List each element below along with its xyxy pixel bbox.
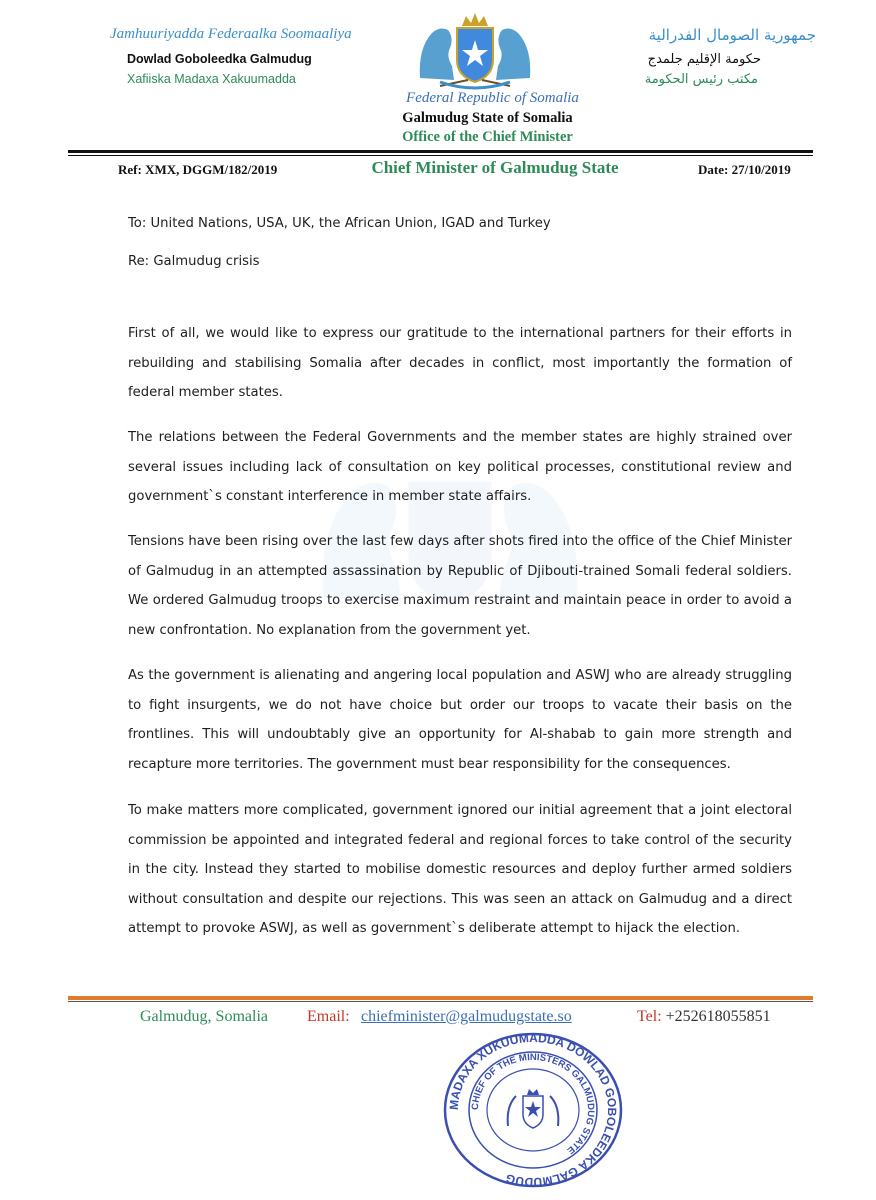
footer-tel-number: +252618055851	[665, 1008, 771, 1025]
header-somali-republic: Jamhuuriyadda Federaalka Soomaaliya	[110, 26, 352, 42]
paragraph-gratitude: First of all, we would like to express our gratitude to the international partners for their efforts in rebuilding and stabilising Somalia after decades in conflict, most importantly the formation of federal member states.	[128, 326, 792, 400]
letter-paragraph	[128, 661, 792, 779]
paragraph-tensions: Tensions have been rising over the last few days after shots fired into the office of the Chief Minister of Galmudug in an attempted assassination by Republic of Djibouti-trained Somali federal soldiers. We ordered Galmudug troops to exercise maximum restraint and maintain peace in order to avoid a new confrontation. No explanation from the government yet.	[128, 534, 792, 638]
header-somali-office: Xafiiska Madaxa Xakuumadda	[127, 72, 296, 86]
letter-paragraph	[128, 796, 792, 944]
header-arabic-republic: جمهورية الصومال الفدرالية	[648, 26, 816, 44]
letter-paragraph	[128, 423, 792, 512]
paragraph-agreement: To make matters more complicated, government ignored our initial agreement that a joint electoral commission be appointed and integrated federal and regional forces to take control of the security in the city. Instead they started to mobilise domestic resources and deploy further armed soldiers without consultation and despite our rejections. This was seen an attack on Galmudug and a direct attempt to provoke ASWJ, as well as government`s deliberate attempt to hijack the election.	[128, 803, 792, 936]
letter-paragraph	[128, 319, 792, 408]
letter-paragraph	[128, 527, 792, 645]
footer-rule-orange	[68, 996, 813, 1000]
document-date: Date: 27/10/2019	[698, 162, 791, 177]
official-seal-stamp	[438, 1030, 628, 1190]
paragraph-relations: The relations between the Federal Governments and the member states are highly strained over several issues including lack of consultation on key political processes, constitutional review and government`s constant interference in member state affairs.	[128, 430, 792, 504]
seal-inner-text: CHIEF OF THE MINISTERS GALMUDUG STATE	[469, 1051, 597, 1156]
header-arabic-office: مكتب رئيس الحكومة	[644, 72, 758, 87]
header-rule	[68, 150, 813, 153]
letter-subject: Re: Galmudug crisis	[128, 254, 260, 269]
footer-location: Galmudug, Somalia	[140, 1008, 268, 1025]
footer-rule-dark	[68, 1001, 813, 1002]
header-state-name: Galmudug State of Somalia	[402, 110, 573, 126]
header-federal-republic: Federal Republic of Somalia	[406, 90, 579, 106]
header-arabic-state: حكومة الإقليم جلمدج	[647, 52, 761, 67]
footer-email-label: Email:	[307, 1008, 350, 1025]
seal-outer-text: MADAXA XUKUUMADDA DOWLAD GOBOLEEDKA GALMUDUG	[446, 1030, 620, 1190]
footer-tel-label: Tel:	[637, 1008, 662, 1025]
footer-telephone	[637, 1008, 771, 1026]
reference-number: Ref: XMX, DGGM/182/2019	[118, 162, 278, 177]
header-office-name: Office of the Chief Minister	[402, 129, 573, 145]
header-somali-state: Dowlad Goboleedka Galmudug	[127, 52, 312, 66]
somalia-coat-of-arms-icon	[410, 8, 540, 90]
paragraph-troops: As the government is alienating and angering local population and ASWJ who are already struggling to fight insurgents, we do not have choice but order our troops to vacate their basis on the frontlines. This will undoubtably give an opportunity for Al-shabab to gain more strength and recapture more territories. The government must bear responsibility for the consequences.	[128, 668, 792, 772]
header-rule-thin	[68, 155, 813, 156]
footer-email-link[interactable]: chiefminister@galmudugstate.so	[361, 1008, 572, 1025]
letter-recipients: To: United Nations, USA, UK, the African Union, IGAD and Turkey	[128, 216, 551, 231]
document-title: Chief Minister of Galmudug State	[371, 158, 619, 177]
